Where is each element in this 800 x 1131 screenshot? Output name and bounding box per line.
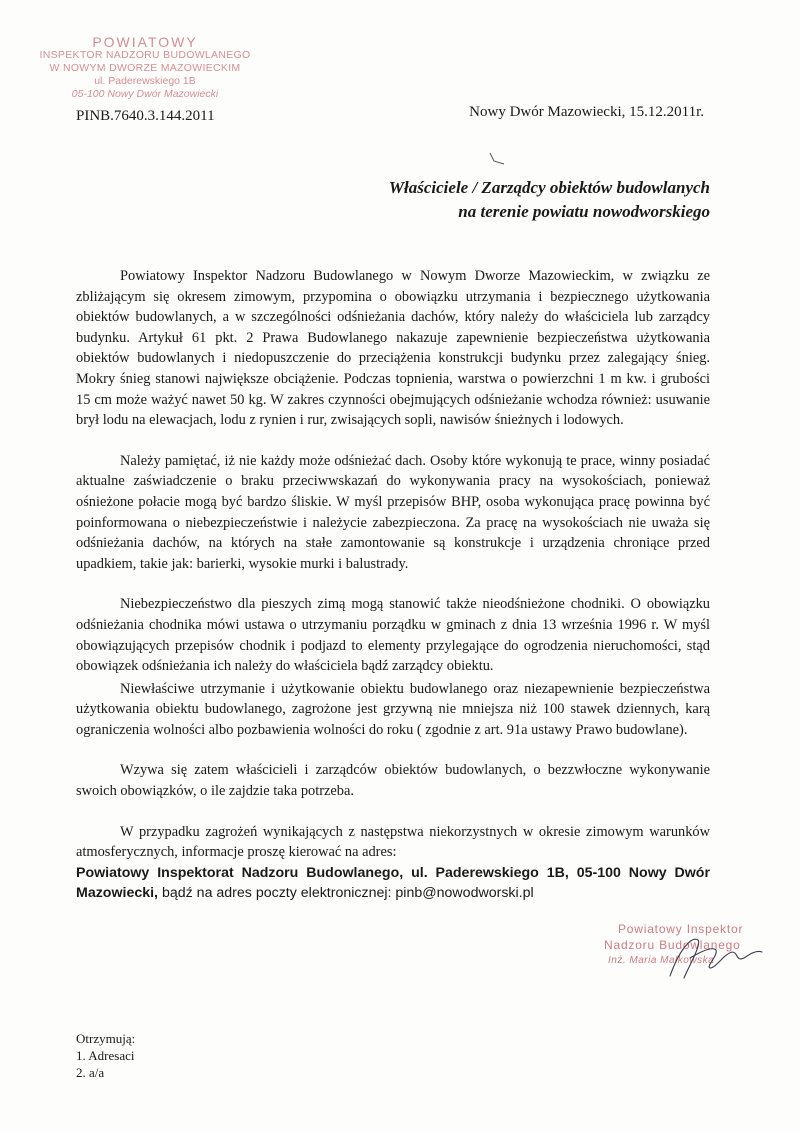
- stamp-line: 05-100 Nowy Dwór Mazowiecki: [71, 88, 219, 100]
- office-address: Powiatowy Inspektorat Nadzoru Budowlanego, ul. Paderewskiego 1B, 05-100 Nowy Dwór Mazowiecki,: [76, 864, 710, 902]
- email-address: pinb@nowodworski.pl: [395, 885, 534, 902]
- addressee-line: na terenie powiatu nowodworskiego: [458, 202, 710, 221]
- signature-stamp-name: Inż. Maria Małkowska: [608, 955, 715, 966]
- paragraph: W przypadku zagrożeń wynikających z następstwa niekorzystnych w okresie zimowym warunków atmosferycznych, informacje proszę kierować na adres:: [76, 823, 710, 861]
- paragraph: Wzywa się zatem właścicieli i zarządców obiektów budowlanych, o bezzwłoczne wykonywanie swoich obowiązków, o ile zajdzie taka potrzeba.: [76, 762, 710, 800]
- stamp-line: POWIATOWY: [92, 34, 198, 50]
- signature-stamp-line: Nadzoru Budowlanego: [604, 938, 741, 952]
- pen-mark-icon: [488, 152, 506, 166]
- stamp-line: INSPEKTOR NADZORU BUDOWLANEGO: [39, 49, 251, 61]
- paragraph: Należy pamiętać, iż nie każdy może odśnieżać dach. Osoby które wykonują te prace, winny posiadać aktualne zaświadczenie o braku przeciwwskazań do wykonywania pracy na wysokościach, ponieważ ośnieżone połacie mogą być bardzo śliskie. W myśl przepisów BHP, osoba wykonująca pracę powinna być poinformowana o niebezpieczeństwie i należycie zabezpieczona. Za pracę na wysokościach nie uważa się odśnieżania dachów, na których na stałe zamontowanie są konstrukcje i urządzenia chroniące przed upadkiem, takie jak: barierki, wysokie murki i balustrady.: [76, 452, 710, 572]
- address-connector: bądź na adres poczty elektronicznej:: [161, 885, 392, 902]
- addressee-line: Właściciele / Zarządcy obiektów budowlanych: [388, 178, 710, 197]
- recipient-item: 2. a/a: [76, 1065, 105, 1080]
- stamp-line: ul. Paderewskiego 1B: [94, 75, 196, 87]
- paragraph: Niebezpieczeństwo dla pieszych zimą mogą stanowić także nieodśnieżone chodniki. O obowiązku odśnieżania chodnika mówi ustawa o utrzymaniu porządku w gminach z dnia 13 września 1996 r. W myśl obowiązujących przepisów chodnik i podjazd to elementy przylegające do ogrodzenia nieruchomości, stąd obowiązek odśnieżania ich należy do właściciela bądź zarządcy obiektu.: [76, 596, 710, 675]
- handwritten-signature-icon: [640, 928, 780, 988]
- recipients-list: [76, 1030, 135, 1081]
- addressee-block: [250, 176, 710, 224]
- stamp-line: W NOWYM DWORZE MAZOWIECKIM: [49, 62, 241, 74]
- reference-number: PINB.7640.3.144.2011: [76, 108, 215, 124]
- place-and-date: Nowy Dwór Mazowiecki, 15.12.2011r.: [469, 104, 704, 120]
- signature-stamp-line: Powiatowy Inspektor: [618, 922, 744, 936]
- office-stamp: [34, 36, 256, 101]
- contact-address: [76, 863, 710, 904]
- recipients-heading: Otrzymują:: [76, 1031, 136, 1046]
- paragraph: Niewłaściwe utrzymanie i użytkowanie obiektu budowlanego oraz niezapewnienie bezpieczeństwa użytkowania obiektu budowlanego, zagrożone jest grzywną nie mniejsza niż 100 stawek dziennych, karą ograniczenia wolności albo pozbawienia wolności do roku ( zgodnie z art. 91a ustawy Prawo budowlane).: [76, 680, 710, 738]
- recipient-item: 1. Adresaci: [76, 1048, 135, 1063]
- letter-body: [76, 266, 710, 904]
- paragraph: Powiatowy Inspektor Nadzoru Budowlanego w Nowym Dworze Mazowieckim, w związku ze zbliżającym się okresem zimowym, przypomina o obowiązku utrzymania i bezpiecznego użytkowania obiektów budowlanych, a w szczególności odśnieżania dachów, który należy do właściciela lub zarządcy budynku. Artykuł 61 pkt. 2 Prawa Budowlanego nakazuje zapewnienie bezpieczeństwa użytkowania obiektów budowlanych i niedopuszczenie do przeciążenia konstrukcji budynku przez zalegający śnieg. Mokry śnieg stanowi największe obciążenie. Podczas topnienia, warstwa o powierzchni 1 m kw. i grubości 15 cm może ważyć nawet 50 kg. W zakres czynności obejmujących odśnieżanie wchodza również: usuwanie brył lodu na elewacjach, lodu z rynien i rur, zwisających sopli, nawisów śnieżnych i lodowych.: [76, 268, 710, 429]
